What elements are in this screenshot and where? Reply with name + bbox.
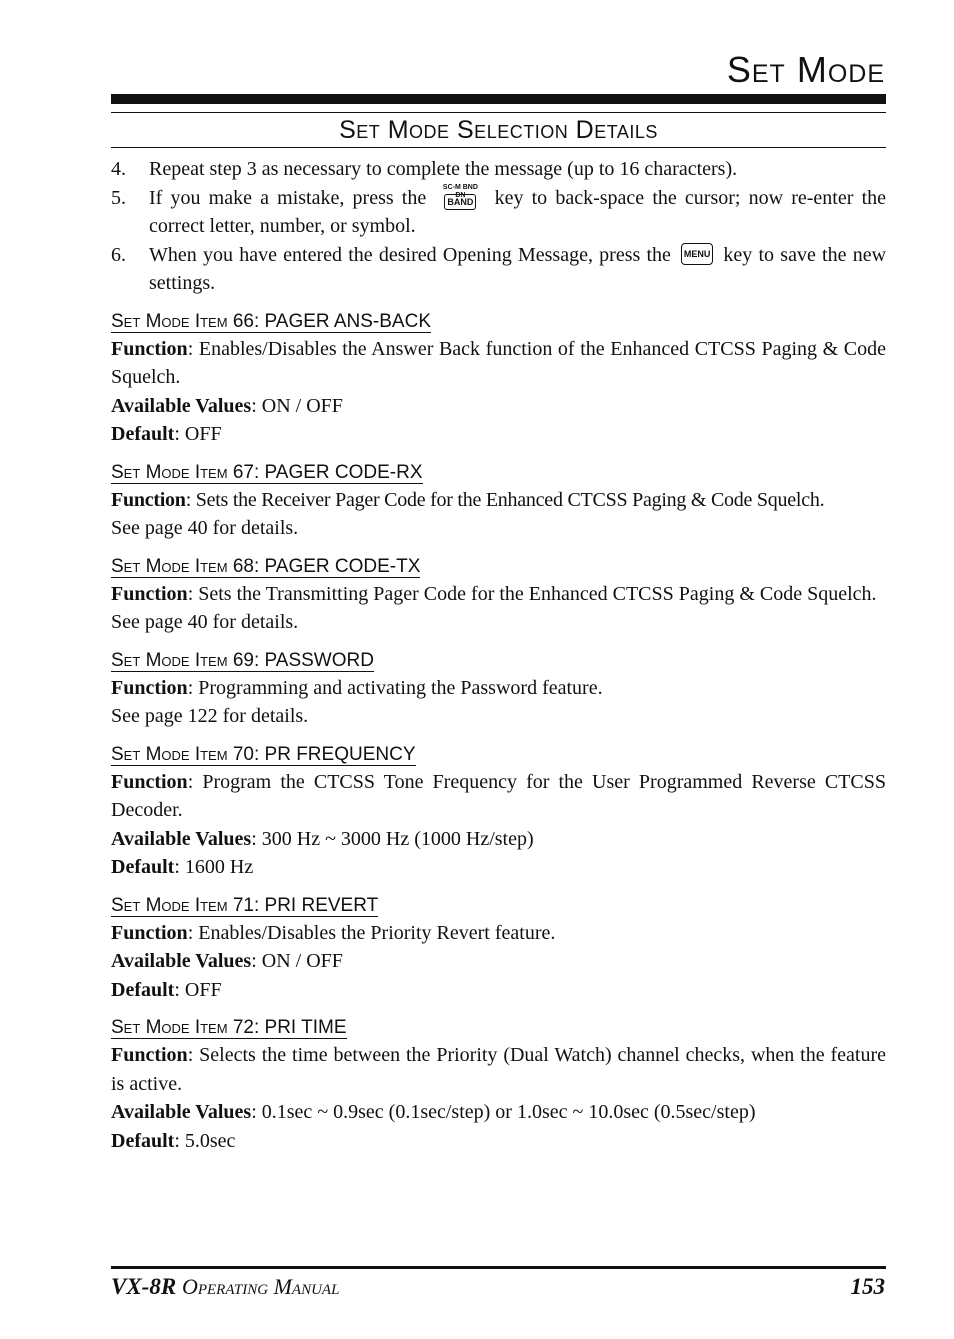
step-text-before: If you make a mistake, press the	[149, 186, 427, 209]
step-4	[111, 155, 886, 184]
item-heading: Set Mode Item 68: PAGER CODE-TX	[111, 555, 421, 577]
item-function: Function: Sets the Transmitting Pager Code for the Enhanced CTCSS Paging & Code Squelch.	[111, 582, 877, 605]
item-function: Function: Enables/Disables the Priority Revert feature.	[111, 921, 556, 944]
item-available-values: Available Values: 300 Hz ~ 3000 Hz (1000 Hz/step)	[111, 827, 534, 850]
footer-model: VX-8R	[111, 1274, 177, 1299]
item-heading: Set Mode Item 66: PAGER ANS-BACK	[111, 310, 432, 332]
footer-manual-title	[111, 1272, 339, 1302]
page-title: Set Mode	[726, 49, 885, 90]
menu-key-icon: MENU	[681, 243, 713, 265]
step-number: 4.	[111, 158, 126, 180]
item-heading: Set Mode Item 67: PAGER CODE-RX	[111, 461, 423, 483]
set-mode-item-70	[111, 742, 886, 882]
item-heading: Set Mode Item 72: PRI TIME	[111, 1017, 347, 1038]
header-thin-rule-top	[111, 112, 886, 113]
item-heading: Set Mode Item 71: PRI REVERT	[111, 894, 379, 916]
page-content	[111, 155, 886, 1155]
footer-manual: Operating Manual	[181, 1274, 340, 1299]
item-note: See page 122 for details.	[111, 705, 309, 727]
step-number: 6.	[111, 243, 126, 266]
set-mode-item-72	[111, 1015, 886, 1155]
item-available-values: Available Values: ON / OFF	[111, 950, 343, 972]
step-text-before: When you have entered the desired Opening Message, press the	[149, 243, 671, 266]
set-mode-item-69	[111, 648, 886, 731]
header-thick-rule	[111, 94, 886, 104]
item-function: Function: Programming and activating the Password feature.	[111, 676, 603, 699]
page-number: 153	[850, 1274, 885, 1299]
footer-rule	[111, 1266, 886, 1269]
item-default: Default: OFF	[111, 978, 222, 1001]
band-key-label: BAND	[444, 194, 476, 210]
step-number: 5.	[111, 186, 126, 209]
item-available-values: Available Values: 0.1sec ~ 0.9sec (0.1sec/step) or 1.0sec ~ 10.0sec (0.5sec/step)	[111, 1101, 756, 1123]
item-note: See page 40 for details.	[111, 611, 299, 633]
item-function: Function: Enables/Disables the Answer Back function of the Enhanced CTCSS Paging & Code Squelch.	[111, 337, 886, 388]
item-heading: Set Mode Item 69: PASSWORD	[111, 649, 374, 671]
step-text-after: key to save the new settings.	[149, 243, 887, 294]
step-text-after: key to back-space the cursor; now re-enter the correct letter, number, or symbol.	[149, 186, 887, 237]
item-note: See page 40 for details.	[111, 517, 299, 539]
header-thin-rule-bottom	[111, 147, 886, 148]
band-key-secondary-label: SC-M BND DN	[442, 183, 478, 199]
set-mode-item-68	[111, 554, 886, 637]
set-mode-item-71	[111, 893, 886, 1005]
item-function: Function: Selects the time between the Priority (Dual Watch) channel checks, when the feature is active.	[111, 1044, 886, 1095]
item-default: Default: OFF	[111, 423, 222, 445]
section-title: Set Mode Selection Details	[339, 116, 658, 144]
item-function: Function: Sets the Receiver Pager Code for the Enhanced CTCSS Paging & Code Squelch.	[111, 488, 825, 511]
item-function: Function: Program the CTCSS Tone Frequency for the User Programmed Reverse CTCSS Decoder.	[111, 770, 886, 821]
item-heading: Set Mode Item 70: PR FREQUENCY	[111, 743, 416, 765]
set-mode-item-66	[111, 309, 886, 449]
band-key-icon	[440, 184, 480, 210]
step-text: Repeat step 3 as necessary to complete the message (up to 16 characters).	[149, 158, 738, 180]
item-default: Default: 1600 Hz	[111, 856, 254, 878]
step-6	[111, 241, 886, 298]
item-default: Default: 5.0sec	[111, 1129, 236, 1152]
step-5	[111, 184, 886, 241]
item-available-values: Available Values: ON / OFF	[111, 394, 343, 417]
set-mode-item-67	[111, 460, 886, 543]
